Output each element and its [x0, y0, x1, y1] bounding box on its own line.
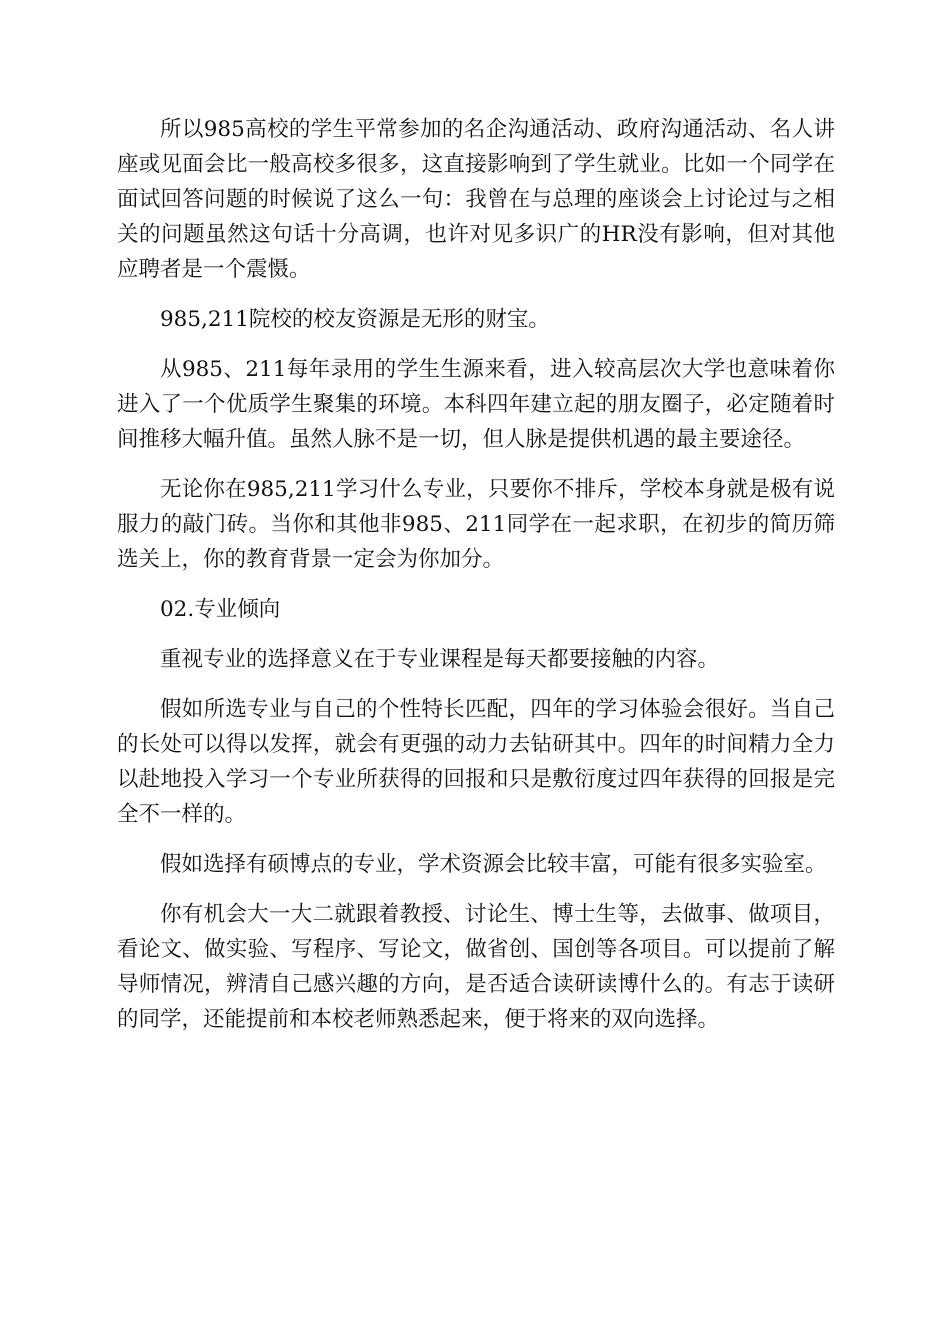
paragraph: 假如选择有硕博点的专业，学术资源会比较丰富，可能有很多实验室。: [160, 852, 827, 877]
paragraph: 无论你在985,211学习什么专业，只要你不排斥，学校本身就是极有说服力的敲门砖。当你和其他非985、211同学在一起求职，在初步的简历筛选关上，你的教育背景一定会为你加分。: [117, 477, 835, 572]
document-page: [117, 112, 835, 1052]
paragraph: 所以985高校的学生平常参加的名企沟通活动、政府沟通活动、名人讲座或见面会比一般高校多很多，这直接影响到了学生就业。比如一个同学在面试回答问题的时候说了这么一句：我曾在与总理的座谈会上讨论过与之相关的问题虽然这句话十分高调，也许对见多识广的HR没有影响，但对其他应聘者是一个震慑。: [117, 117, 835, 282]
paragraph: 从985、211每年录用的学生生源来看，进入较高层次大学也意味着你进入了一个优质学生聚集的环境。本科四年建立起的朋友圈子，必定随着时间推移大幅升值。虽然人脉不是一切，但人脉是提供机遇的最主要途径。: [117, 357, 835, 452]
section-heading: 02.专业倾向: [160, 597, 281, 622]
paragraph: 你有机会大一大二就跟着教授、讨论生、博士生等，去做事、做项目，看论文、做实验、写程序、写论文，做省创、国创等各项目。可以提前了解导师情况，辨清自己感兴趣的方向，是否适合读研读博什么的。有志于读研的同学，还能提前和本校老师熟悉起来，便于将来的双向选择。: [117, 902, 835, 1032]
paragraph: 假如所选专业与自己的个性特长匹配，四年的学习体验会很好。当自己的长处可以得以发挥，就会有更强的动力去钻研其中。四年的时间精力全力以赴地投入学习一个专业所获得的回报和只是敷衍度过四年获得的回报是完全不一样的。: [117, 697, 835, 827]
paragraph: 重视专业的选择意义在于专业课程是每天都要接触的内容。: [160, 647, 720, 672]
paragraph: 985,211院校的校友资源是无形的财宝。: [160, 307, 550, 332]
